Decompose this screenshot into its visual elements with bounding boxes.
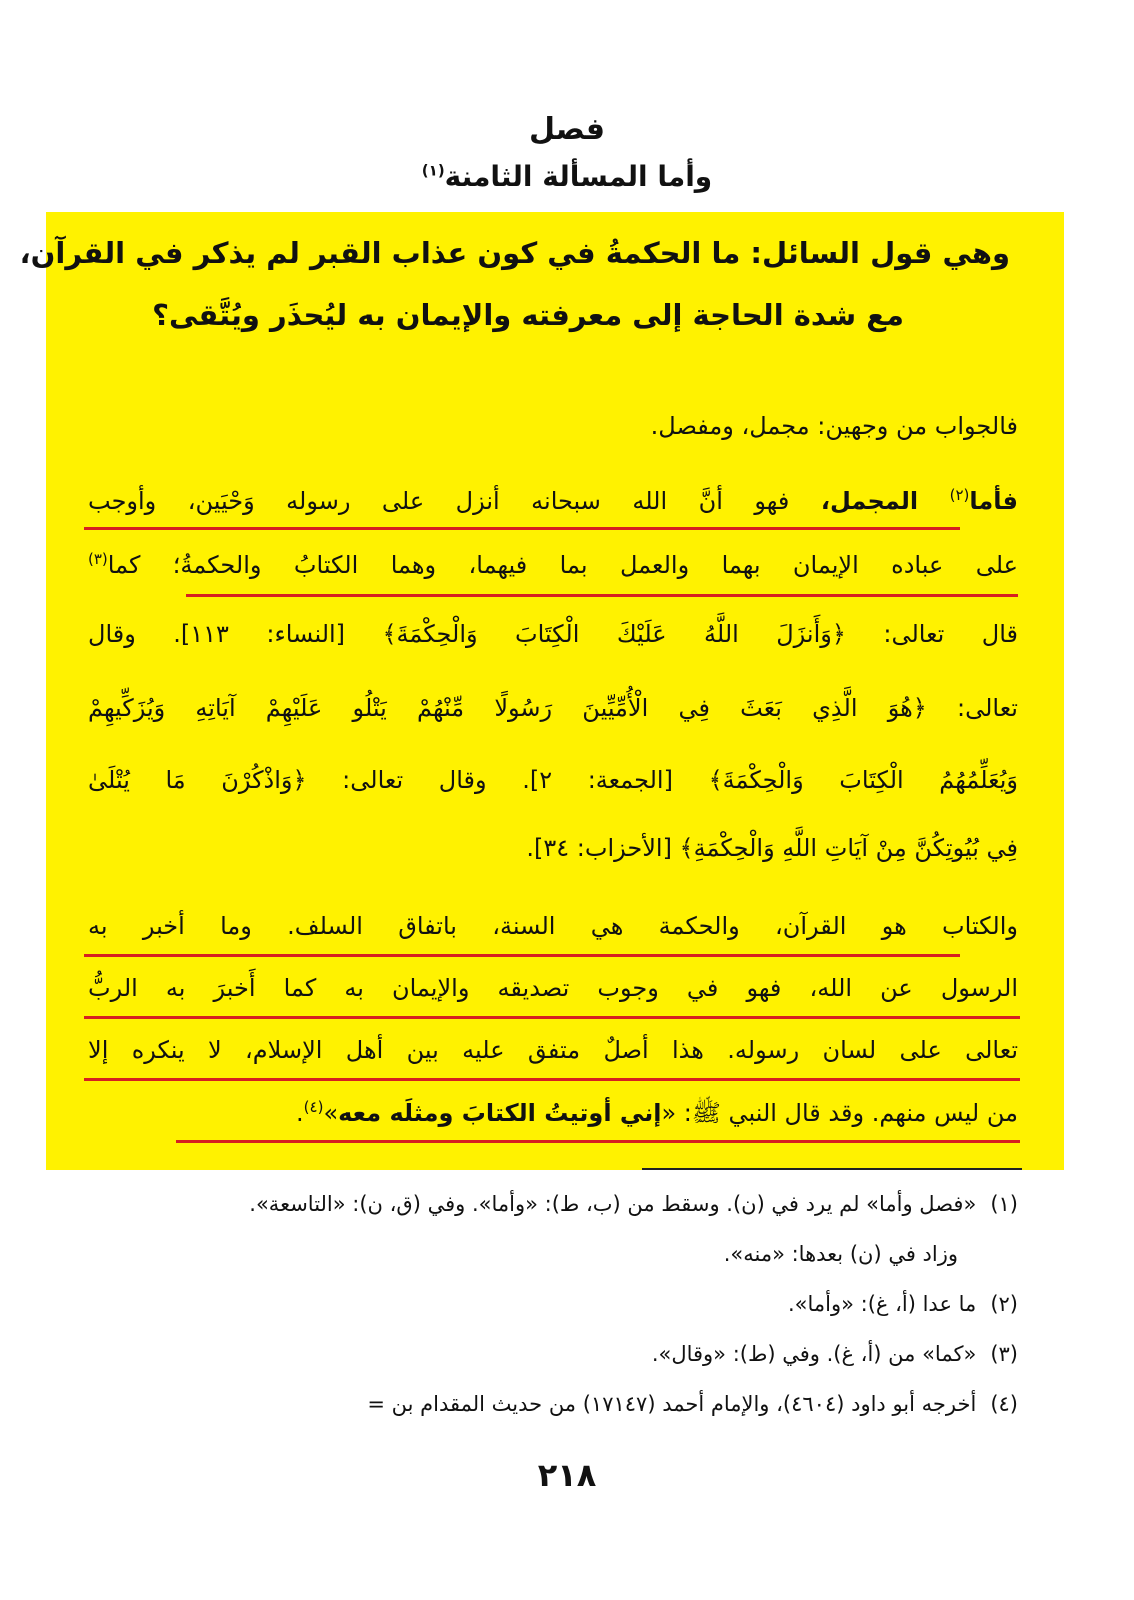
red-underline <box>84 1016 1020 1019</box>
footnote-ref-2: (٢) <box>949 486 970 504</box>
answer-p1-line-4: تعالى: ﴿هُوَ الَّذِي بَعَثَ فِي الْأُمِّيِّينَ رَسُولًا مِّنْهُمْ يَتْلُو عَلَيْهِمْ آيَاتِهِ وَيُزَكِّيهِمْ <box>88 694 1018 722</box>
answer-p2-line-4 <box>296 1098 1018 1133</box>
footnote-text: «كما» من (أ، غ). وفي (ط): «وقال». <box>651 1342 977 1366</box>
answer-p1-line-2 <box>88 550 1018 579</box>
p1-rest: فهو أنَّ الله سبحانه أنزل على رسوله وَحْيَين، وأوجب <box>88 487 790 515</box>
red-underline <box>176 1140 1020 1143</box>
p2-line4-end: » <box>323 1099 339 1127</box>
highlighted-region <box>19 212 1064 1170</box>
red-underline <box>84 527 960 530</box>
section-title: فصل <box>529 112 605 147</box>
hadith-quote: إني أوتيتُ الكتابَ ومثلَه معه <box>338 1099 662 1127</box>
red-underline <box>84 954 960 957</box>
p2-line4-start: من ليس منهم. وقد قال النبي ﷺ: « <box>661 1099 1018 1127</box>
section-subtitle <box>0 160 1134 193</box>
footnote-number: (٣) <box>990 1342 1018 1366</box>
p1-lead: فأما <box>969 487 1018 515</box>
answer-p1-line-6: فِي بُيُوتِكُنَّ مِنْ آيَاتِ اللَّهِ وَالْحِكْمَةِ﴾ [الأحزاب: ٣٤]. <box>526 834 1018 862</box>
subtitle-text: وأما المسألة الثامنة <box>444 160 713 193</box>
answer-p1-line-3: قال تعالى: ﴿وَأَنزَلَ اللَّهُ عَلَيْكَ الْكِتَابَ وَالْحِكْمَةَ﴾ [النساء: ١١٣]. وقال <box>88 620 1018 648</box>
page-number: ٢١٨ <box>537 1456 597 1494</box>
footnote-4 <box>367 1392 1018 1416</box>
footnote-1 <box>249 1192 1018 1216</box>
footnote-ref-1: (١) <box>421 161 445 180</box>
question-line-2: مع شدة الحاجة إلى معرفته والإيمان به ليُحذَر ويُتَّقى؟ <box>152 298 904 332</box>
footnote-text: أخرجه أبو داود (٤٦٠٤)، والإمام أحمد (١٧١٤٧) من حديث المقدام بن = <box>367 1392 977 1416</box>
p2-line4-period: . <box>296 1099 304 1127</box>
footnote-3 <box>652 1342 1018 1366</box>
footnote-ref-4: (٤) <box>303 1098 324 1116</box>
footnote-2 <box>788 1292 1018 1316</box>
footnote-number: (٢) <box>990 1292 1018 1316</box>
answer-p1-line-1 <box>88 486 1018 515</box>
footnote-text: ما عدا (أ، غ): «وأما». <box>787 1292 977 1316</box>
footnote-separator <box>642 1168 1022 1170</box>
answer-p1-line-5: وَيُعَلِّمُهُمُ الْكِتَابَ وَالْحِكْمَةَ﴾ [الجمعة: ٢]. وقال تعالى: ﴿وَاذْكُرْنَ مَا يُتْلَىٰ <box>88 766 1019 794</box>
footnote-ref-3: (٣) <box>88 550 108 568</box>
answer-p2-line-1: والكتاب هو القرآن، والحكمة هي السنة، باتفاق السلف. وما أخبر به <box>88 912 1018 940</box>
red-underline <box>84 1078 1020 1081</box>
answer-intro: فالجواب من وجهين: مجمل، ومفصل. <box>650 412 1018 440</box>
footnote-number: (٤) <box>990 1392 1018 1416</box>
footnote-number: (١) <box>990 1192 1018 1216</box>
answer-p2-line-3: تعالى على لسان رسوله. هذا أصلٌ متفق عليه بين أهل الإسلام، لا ينكره إلا <box>88 1036 1018 1064</box>
answer-p2-line-2: الرسول عن الله، فهو في وجوب تصديقه والإيمان به كما أَخبرَ به الربُّ <box>88 974 1018 1002</box>
footnote-1-continued: وزاد في (ن) بعدها: «منه». <box>723 1242 958 1266</box>
footnote-text: «فصل وأما» لم يرد في (ن). وسقط من (ب، ط): «وأما». وفي (ق، ن): «التاسعة». <box>249 1192 977 1216</box>
p1-bold: المجمل، <box>820 487 919 515</box>
p1-line2-text: على عباده الإيمان بهما والعمل بما فيهما، وهما الكتابُ والحكمةُ؛ كما <box>107 551 1018 579</box>
question-line-1: وهي قول السائل: ما الحكمةُ في كون عذاب القبر لم يذكر في القرآن، <box>19 236 1010 270</box>
red-underline <box>186 594 1018 597</box>
